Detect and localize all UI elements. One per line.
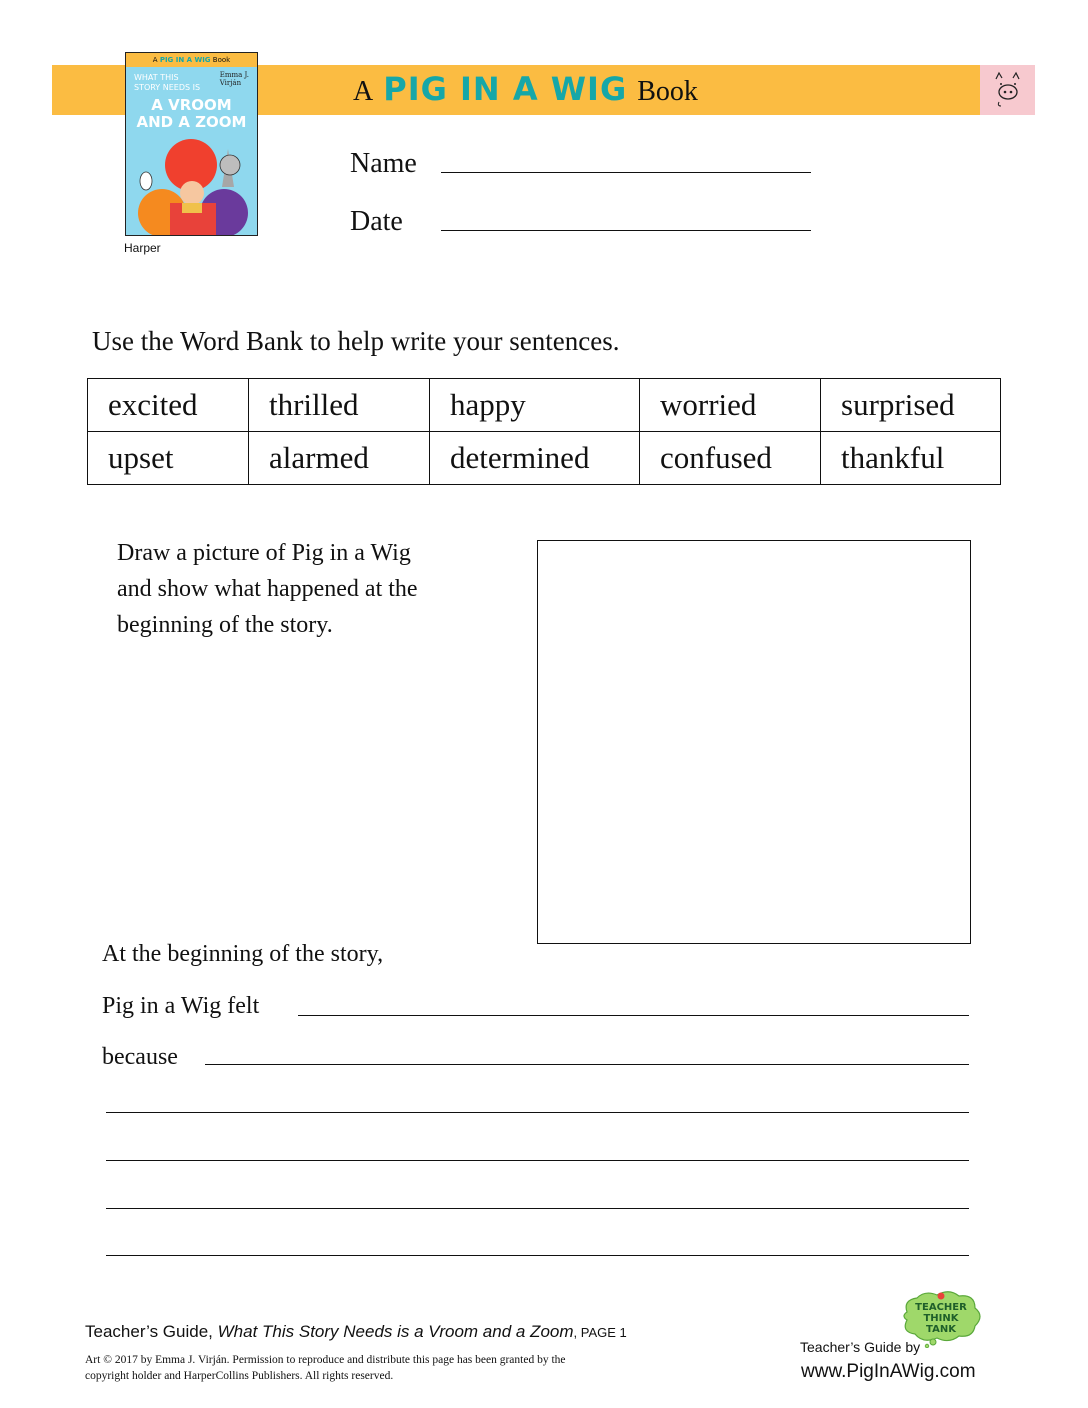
guide-by-label: Teacher’s Guide by [800, 1339, 921, 1355]
drawing-prompt: Draw a picture of Pig in a Wig and show what happened at the beginning of the story. [117, 540, 418, 638]
felt-label: Pig in a Wig felt [102, 993, 260, 1019]
date-label: Date [350, 206, 403, 237]
guide-book-title: What This Story Needs is a Vroom and a Zoom [217, 1322, 574, 1341]
publisher-label: Harper [124, 241, 161, 255]
because-label: because [102, 1044, 178, 1070]
writing-line[interactable] [106, 1208, 969, 1209]
felt-line[interactable] [298, 1015, 969, 1016]
series-title-prefix: A [353, 76, 374, 107]
word-bank-instruction: Use the Word Bank to help write your sentences. [92, 326, 620, 356]
sentence-intro: At the beginning of the story, [102, 941, 384, 967]
series-title [353, 70, 698, 108]
name-line[interactable] [441, 172, 811, 173]
cover-title-large: A VROOM AND A ZOOM [136, 96, 247, 131]
word-bank-cell: thankful [821, 432, 1001, 485]
series-brand: PIG IN A WIG [383, 70, 628, 108]
cover-illustration [126, 53, 257, 235]
book-cover [125, 52, 258, 236]
drawing-box[interactable] [537, 540, 971, 944]
word-bank-cell: upset [88, 432, 249, 485]
word-bank-cell: excited [88, 379, 249, 432]
cover-series-strip: A PIG IN A WIG Book [126, 53, 257, 67]
word-bank-table [87, 378, 1001, 485]
guide-page: , PAGE 1 [573, 1325, 627, 1340]
word-bank-row [88, 379, 1001, 432]
website-link[interactable]: www.PigInAWig.com [801, 1361, 976, 1382]
word-bank-row [88, 432, 1001, 485]
copyright-notice: Art © 2017 by Emma J. Virján. Permission to reproduce and distribute this page has been granted by the copyright holder and HarperCollins Publishers. All rights reserved. [85, 1354, 566, 1382]
writing-line[interactable] [106, 1160, 969, 1161]
word-bank-cell: happy [430, 379, 640, 432]
name-label: Name [350, 148, 417, 179]
guide-citation: Teacher’s Guide, What This Story Needs is a Vroom and a Zoom, PAGE 1 [85, 1322, 627, 1341]
word-bank-cell: determined [430, 432, 640, 485]
word-bank-cell: worried [640, 379, 821, 432]
pig-face-icon [980, 65, 1035, 115]
word-bank-cell: thrilled [249, 379, 430, 432]
writing-line[interactable] [106, 1255, 969, 1256]
cover-title-small: WHAT THIS STORY NEEDS IS [134, 73, 201, 92]
date-line[interactable] [441, 230, 811, 231]
word-bank-cell: surprised [821, 379, 1001, 432]
logo-line-2: THINK [923, 1313, 959, 1324]
word-bank-cell: confused [640, 432, 821, 485]
cover-author: Emma J. Virján [219, 71, 249, 87]
series-title-suffix: Book [637, 76, 698, 107]
word-bank-cell: alarmed [249, 432, 430, 485]
logo-line-3: TANK [926, 1324, 956, 1335]
pig-badge [980, 65, 1035, 115]
logo-line-1: TEACHER [915, 1302, 967, 1313]
writing-line[interactable] [106, 1112, 969, 1113]
because-line[interactable] [205, 1064, 969, 1065]
